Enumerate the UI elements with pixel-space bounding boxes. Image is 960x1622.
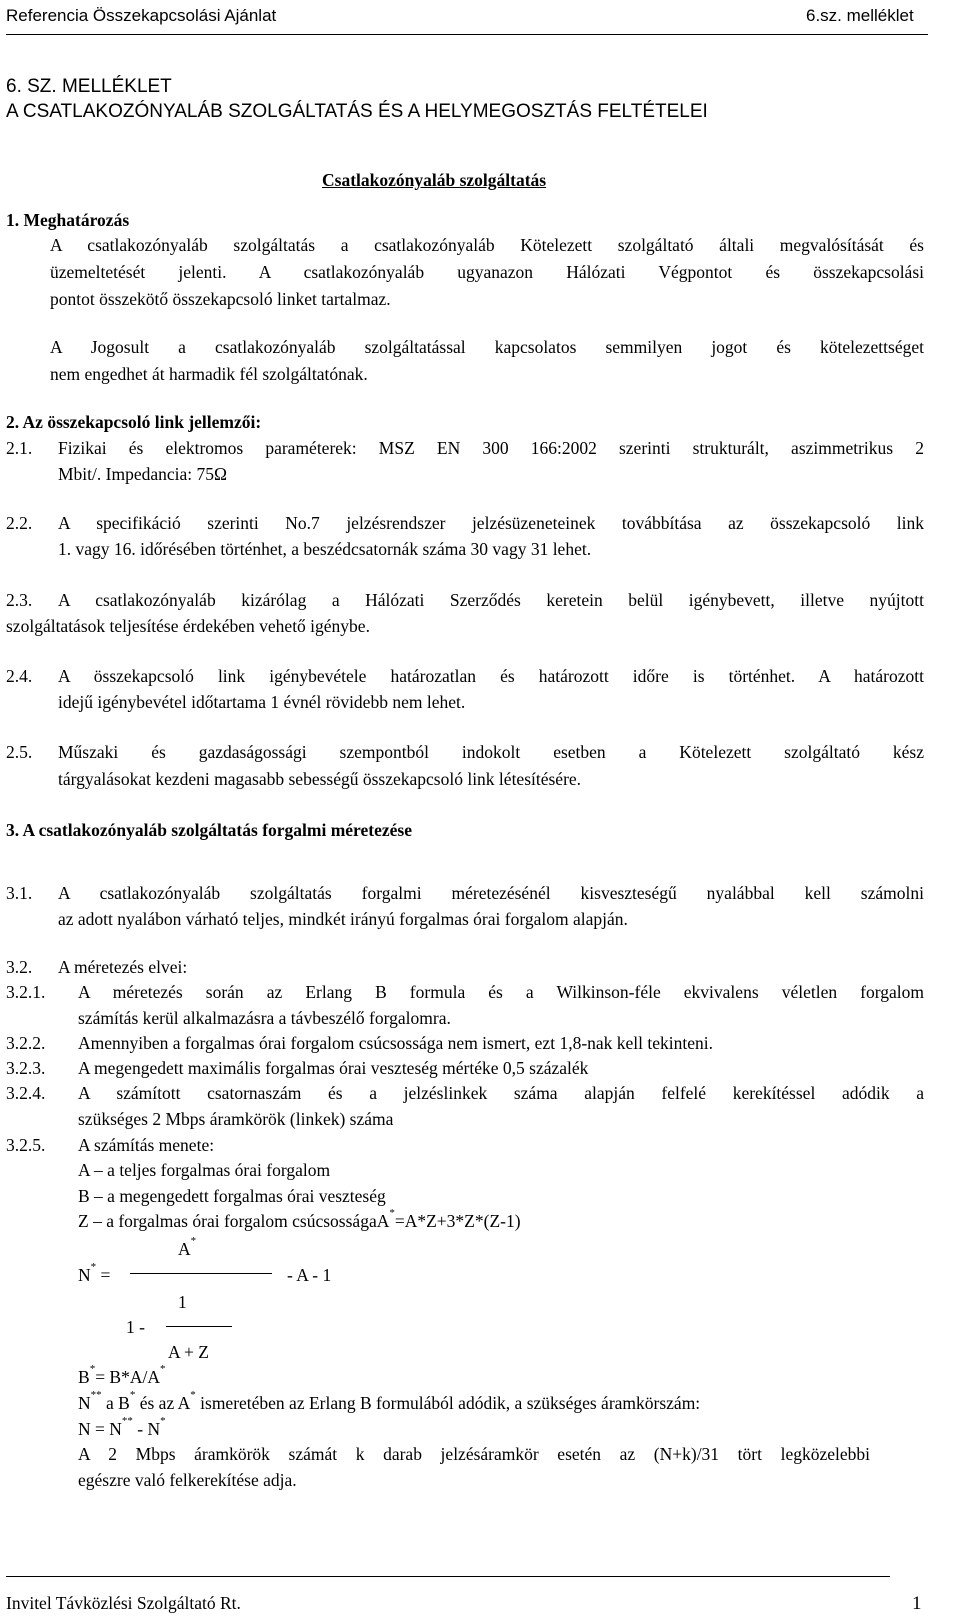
s1-p1-l3: pontot összekötő összekapcsoló linket tartalmaz. [50,289,391,309]
title-line1: 6. SZ. MELLÉKLET [6,76,172,97]
item-num: 3.2.5. [6,1135,46,1155]
s1-p1-l2: üzemeltetését jelenti. A csatlakozónyaláb ugyanazon Hálózati Végpontot és összekapcsolási [50,262,924,282]
s3-1-l1: A csatlakozónyaláb szolgáltatás forgalmi méretezésénél kisveszteségű nyalábbal kell számolni [58,883,924,903]
footer-left: Invitel Távközlési Szolgáltató Rt. [6,1593,241,1613]
fraction-bar-main [130,1273,272,1274]
item-num: 3.2.3. [6,1058,46,1078]
s2-1-l2: Mbit/. Impedancia: 75Ω [58,464,228,484]
fraction-bar-inner [166,1326,232,1327]
s3-2-4-l2: szükséges 2 Mbps áramkörök (linkek) száma [78,1109,394,1129]
b-star-line: B*= B*A/A* [78,1363,166,1387]
formula-a-plus-z: A + Z [168,1342,209,1362]
s3-2-1-l1: A méretezés során az Erlang B formula és a Wilkinson-féle ekvivalens véletlen forgalom [78,982,924,1002]
s2-4-l1: A összekapcsoló link igénybevétele határozatlan és határozott időre is történhet. A határozott [58,666,924,686]
item-num: 2.2. [6,513,33,533]
s2-heading: 2. Az összekapcsoló link jellemzői: [6,412,262,432]
s3-2-4-l1: A számított csatornaszám és a jelzéslinkek száma alapján felfelé kerekítéssel adódik a [78,1083,924,1103]
item-num: 2.1. [6,438,33,458]
header-left: Referencia Összekapcsolási Ajánlat [6,6,277,25]
s3-2-2-l1: Amennyiben a forgalmas órai forgalom csúcsossága nem ismert, ezt 1,8-nak kell tekinteni. [78,1033,714,1053]
header-rule [6,34,928,35]
def-z: Z – a forgalmas órai forgalom csúcsosságaA*=A*Z+3*Z*(Z-1) [78,1207,521,1231]
s1-p2-l2: nem engedhet át harmadik fél szolgáltatónak. [50,364,368,384]
n-dstar-line: N** a B* és az A* ismeretében az Erlang B formulából adódik, a szükséges áramkörszám: [78,1389,701,1413]
formula-numerator: A* [178,1235,197,1259]
formula-one-minus: 1 - [126,1317,145,1337]
item-num: 3.1. [6,883,33,903]
s2-5-l1: Műszaki és gazdaságossági szempontból indokolt esetben a Kötelezett szolgáltató kész [58,742,924,762]
s2-2-l2: 1. vagy 16. időrésében történhet, a beszédcsatornák száma 30 vagy 31 lehet. [58,539,592,559]
s3-2-1-l2: számítás kerül alkalmazásra a távbeszélő forgalomra. [78,1008,451,1028]
s1-p2-l1: A Jogosult a csatlakozónyaláb szolgáltatással kapcsolatos semmilyen jogot és kötelezettséget [50,337,924,357]
item-num: 3.2.4. [6,1083,46,1103]
s2-4-l2: idejű igénybevétel időtartama 1 évnél rövidebb nem lehet. [58,692,466,712]
s2-3-l2: szolgáltatások teljesítése érdekében vehető igénybe. [6,616,370,636]
s2-1-l1: Fizikai és elektromos paraméterek: MSZ EN 300 166:2002 szerinti strukturált, aszimmetrikus 2 [58,438,924,458]
item-num: 2.3. [6,590,33,610]
s1-heading: 1. Meghatározás [6,210,130,230]
s3-2-5-text: A számítás menete: [78,1135,215,1155]
item-num: 3.2.1. [6,982,46,1002]
item-num: 2.5. [6,742,33,762]
header-right: 6.sz. melléklet [806,6,914,25]
last-l1: A 2 Mbps áramkörök számát k darab jelzésáramkör esetén az (N+k)/31 tört legközelebbi [78,1444,870,1464]
page-number: 1 [912,1593,922,1614]
s2-5-l2: tárgyalásokat kezdeni magasabb sebességű összekapcsoló link létesítésére. [58,769,582,789]
item-num: 3.2.2. [6,1033,46,1053]
n-equation: N = N** - N* [78,1415,166,1439]
last-l2: egészre való felkerekítése adja. [78,1470,297,1490]
item-num: 3.2. [6,957,33,977]
formula-minus-a: - A - 1 [287,1265,332,1285]
formula-n-star: N* = [78,1261,111,1285]
def-a: A – a teljes forgalmas órai forgalom [78,1160,331,1180]
s3-2-text: A méretezés elvei: [58,957,188,977]
s1-p1-l1: A csatlakozónyaláb szolgáltatás a csatlakozónyaláb Kötelezett szolgáltató általi megvalósítását és [50,235,924,255]
title-line2: A CSATLAKOZÓNYALÁB SZOLGÁLTATÁS ÉS A HELYMEGOSZTÁS FELTÉTELEI [6,101,708,122]
def-b: B – a megengedett forgalmas órai veszteség [78,1186,386,1206]
s3-2-3-l1: A megengedett maximális forgalmas órai veszteség mértéke 0,5 százalék [78,1058,589,1078]
s2-2-l1: A specifikáció szerinti No.7 jelzésrendszer jelzésüzeneteinek továbbítása az összekapcsoló link [58,513,924,533]
item-num: 2.4. [6,666,33,686]
footer-rule [6,1576,890,1577]
s3-heading: 3. A csatlakozónyaláb szolgáltatás forgalmi méretezése [6,820,412,840]
s2-3-l1: A csatlakozónyaláb kizárólag a Hálózati Szerződés keretein belül igénybevett, illetve nyújtott [58,590,924,610]
s3-1-l2: az adott nyalábon várható teljes, mindkét irányú forgalmas órai forgalom alapján. [58,909,628,929]
section-subtitle: Csatlakozónyaláb szolgáltatás [322,170,547,190]
formula-one: 1 [178,1292,187,1312]
